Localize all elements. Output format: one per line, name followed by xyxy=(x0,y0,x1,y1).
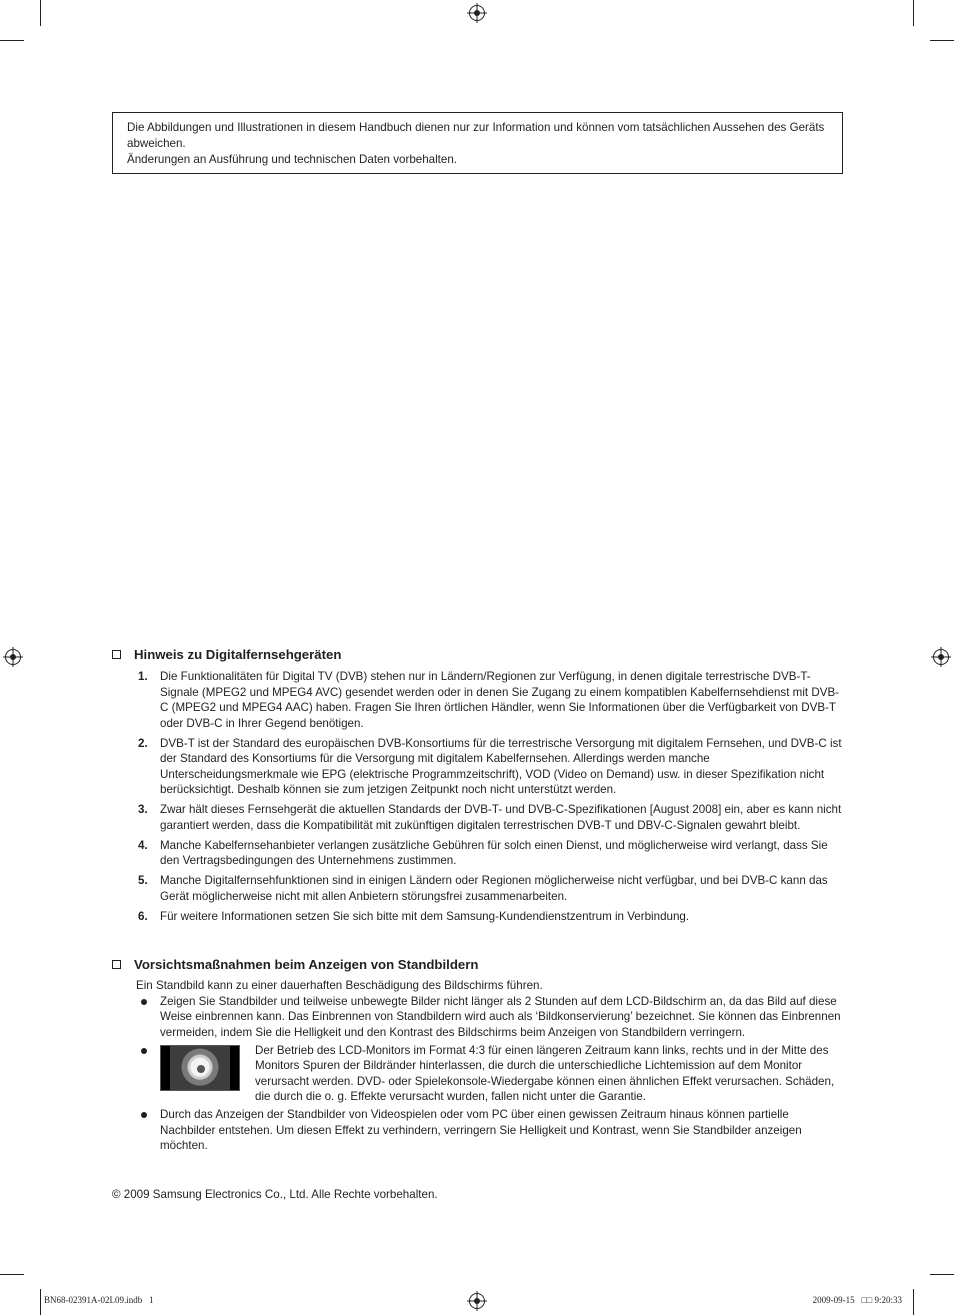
list-item xyxy=(112,1043,844,1105)
section-heading xyxy=(112,955,844,973)
list-item xyxy=(112,909,844,925)
crop-mark xyxy=(0,1274,24,1275)
disclaimer-line: Änderungen an Ausführung und technischen Daten vorbehalten. xyxy=(127,153,458,166)
section-heading xyxy=(112,645,844,663)
item-number: 1. xyxy=(138,670,148,683)
item-number: 4. xyxy=(138,838,148,852)
print-slug-date: 2009-09-15 □□ 9:20:33 xyxy=(812,1295,902,1305)
digital-tv-notice-section xyxy=(112,645,844,929)
disclaimer-box xyxy=(112,112,843,174)
item-number: 2. xyxy=(138,736,148,750)
item-text: Zwar hält dieses Fernsehgerät die aktuellen Standards der DVB-T- und DVB-C-Spezifikationen [August 2008] ein, aber es kann nicht garantiert werden, dass die Kompatibilität mit zukünftigen digitalen terrestrischen DVB-T und DBV-C-Signalen gewahrt bleibt. xyxy=(160,803,842,832)
bullet-icon xyxy=(141,999,147,1005)
section-title: Vorsichtsmaßnahmen beim Anzeigen von Standbildern xyxy=(134,956,479,972)
item-number: 5. xyxy=(138,874,148,887)
bullet-icon xyxy=(141,1048,147,1054)
crop-mark xyxy=(40,0,41,26)
checkbox-icon xyxy=(112,960,121,969)
item-text: DVB-T ist der Standard des europäischen DVB-Konsortiums für die terrestrische Versorgung mit digitalem Fernsehen, und DVB-C ist der Standard des Konsortiums für die Versorgung mit digitalem Kabelfernsehen. Allerdings werden manche Unterscheidungsmerkmale wie EPG (elektrische Programmzeitschrift), VOD (Video on Demand) usw. in dieser Spezifikation nicht berücksichtigt. Deshalb können sie zum jetzigen Zeitpunkt noch nicht unterstützt werden. xyxy=(160,736,842,796)
checkbox-icon xyxy=(112,650,121,659)
item-text: Manche Kabelfernsehanbieter verlangen zusätzliche Gebühren für solch einen Dienst, und möglicherweise wird verlangt, dass Sie den Vertragsbedingungen des Unternehmens zustimmen. xyxy=(160,838,828,867)
item-number: 3. xyxy=(138,803,148,816)
crop-mark xyxy=(930,1274,954,1275)
item-text: Die Funktionalitäten für Digital TV (DVB) stehen nur in Ländern/Regionen zur Verfügung, in denen digitale terrestrische DVB-T-Signale (MPEG2 und MPEG4 AVC) gesendet werden oder in denen Sie Zugang zu einem kompatiblen Kabelfernsehdienst mit DVB-C (MPEG2 und MPEG4 AAC) haben. Fragen Sie Ihren örtlichen Händler, wenn Sie Informationen über die Verfügbarkeit von DVB-T oder DVB-C in Ihrer Gegend benötigen. xyxy=(160,670,840,730)
crop-mark xyxy=(913,1289,914,1315)
item-text: Durch das Anzeigen der Standbilder von Videospielen oder vom PC über einen gewissen Zeitraum hinaus können partielle Nachbilder entstehen. Um diesen Effekt zu verhindern, verringern Sie Helligkeit und Kontrast, wenn Sie Standbilder anzeigen möchten. xyxy=(160,1108,802,1152)
item-text: Zeigen Sie Standbilder und teilweise unbewegte Bilder nicht länger als 2 Stunden auf dem LCD-Bildschirm an, da das Bild auf diese Weise einbrennen kann. Das Einbrennen von Standbildern wird auch als ‘Bildkonservierung’ bezeichnet. Sie können das Einbrennen vermeiden, indem Sie die Helligkeit und den Kontrast des Bildschirms beim Anzeigen von Standbildern verringern. xyxy=(160,994,841,1039)
crop-mark xyxy=(0,40,24,41)
registration-mark-icon xyxy=(933,649,949,665)
item-number: 6. xyxy=(138,909,148,923)
section-title: Hinweis zu Digitalfernsehgeräten xyxy=(134,646,342,662)
list-item xyxy=(112,669,844,731)
crop-mark xyxy=(40,1289,41,1315)
burn-in-illustration xyxy=(160,1045,240,1091)
still-image-precautions-section xyxy=(112,955,844,1156)
item-text: Der Betrieb des LCD-Monitors im Format 4:3 für einen längeren Zeitraum kann links, rechts und in der Mitte des Monitors Spuren der Bildränder hinterlassen, die durch die unterschiedliche Lichtemission auf dem Monitor verursacht werden. DVD- oder Spielekonsole-Wiedergabe können einen ähnlichen Effekt verursachen. Schäden, die durch die o. g. Effekte verursacht wurden, fallen nicht unter die Garantie. xyxy=(255,1043,835,1103)
list-item xyxy=(112,873,844,904)
registration-mark-icon xyxy=(469,1293,485,1309)
section-intro: Ein Standbild kann zu einer dauerhaften Beschädigung des Bildschirms führen. xyxy=(136,979,543,992)
list-item xyxy=(112,838,844,869)
bullet-icon xyxy=(141,1112,147,1118)
registration-mark-icon xyxy=(469,5,485,21)
print-slug-file: BN68-02391A-02L09.indb 1 xyxy=(44,1295,154,1305)
list-item xyxy=(112,1107,844,1154)
bullet-list xyxy=(112,994,844,1154)
list-item xyxy=(112,802,844,833)
copyright-notice: © 2009 Samsung Electronics Co., Ltd. Alle Rechte vorbehalten. xyxy=(112,1188,438,1201)
crop-mark xyxy=(930,40,954,41)
item-text: Manche Digitalfernsehfunktionen sind in einigen Ländern oder Regionen möglicherweise nicht verfügbar, und bei DVB-C kann das Gerät möglicherweise nicht mit allen Anbietern störungsfrei zusammenarbeiten. xyxy=(160,874,828,903)
item-text: Für weitere Informationen setzen Sie sich bitte mit dem Samsung-Kundendienstzentrum in Verbindung. xyxy=(160,909,690,923)
disclaimer-line: Die Abbildungen und Illustrationen in diesem Handbuch dienen nur zur Information und können vom tatsächlichen Aussehen des Geräts abweichen. xyxy=(127,121,825,150)
numbered-list xyxy=(112,669,844,924)
list-item xyxy=(112,736,844,798)
registration-mark-icon xyxy=(5,649,21,665)
list-item xyxy=(112,994,844,1041)
crop-mark xyxy=(913,0,914,26)
